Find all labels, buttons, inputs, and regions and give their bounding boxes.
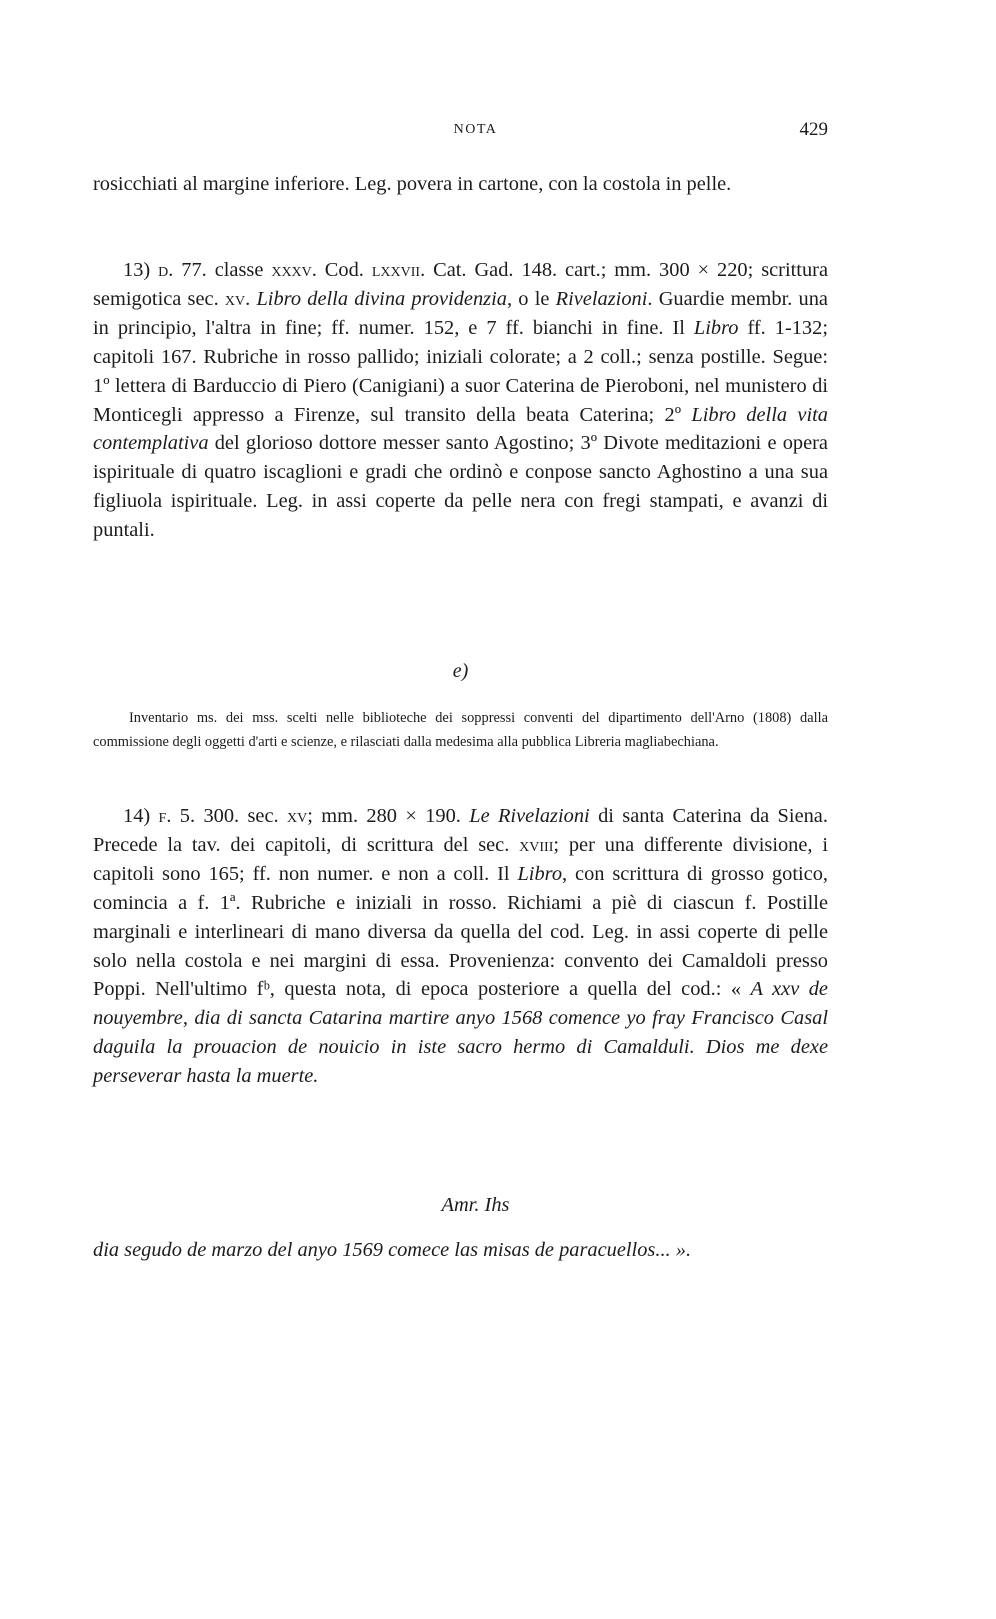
- section-heading: e): [452, 660, 469, 682]
- shelfmark: f.: [158, 805, 172, 827]
- entry-text: ; per una differente divisione, i capitoli sono 165; ff. non numer. e non a coll. Il: [93, 833, 828, 885]
- century-numeral: xv: [224, 287, 246, 310]
- century-numeral: xv: [286, 805, 308, 827]
- entry-number: 13): [123, 259, 151, 281]
- paragraph-1-text: rosicchiati al margine inferiore. Leg. povera in cartone, con la costola in pelle.: [93, 173, 732, 195]
- work-title: Libro della divina providenzia: [256, 287, 507, 310]
- entry-text: , con scrittura di grosso gotico, comincia a f. 1ª. Rubriche e iniziali in rosso. Richiami a piè di ciascun f. Postille marginali e interlineari di mano diversa da quella del cod. Leg. in assi coperte di pelle solo nella costola e nei margini di essa. Provenienza: convento dei Camaldoli presso Poppi. Nell'ultimo fᵇ, questa nota, di epoca posteriore a quella del cod.: «: [93, 862, 828, 1001]
- quoted-note: A xxv de nouyembre, dia di sancta Catarina martire anyo 1568 comence yo fray Francisco Casal daguila la prouacion de nouicio in iste sacro hermo di Camalduli. Dios me dexe perseverar hasta la muerte.: [93, 978, 828, 1088]
- closing-quote: [93, 1236, 828, 1265]
- centered-inscription: Amr. Ihs: [441, 1194, 510, 1216]
- entry-text: ff. 1-132; capitoli 167. Rubriche in rosso pallido; iniziali colorate; a 2 coll.; senza postille. Segue: 1º lettera di Barduccio di Piero (Canigiani) a suor Caterina de Pieroboni, nel munistero di Monticegli appresso a Firenze, sul transito della beata Caterina; 2º: [93, 316, 828, 426]
- classe-numeral: xxxv: [271, 259, 312, 281]
- page-number: 429: [799, 119, 828, 140]
- entry-text: . Guardie membr. una in principio, l'altra in fine; ff. numer. 152, e 7 ff. bianchi in fine. Il: [93, 287, 828, 339]
- entry-text: .: [245, 287, 257, 310]
- entry-text: . Cat. Gad. 148. cart.; mm. 300 × 220; scrittura semigotica sec.: [93, 259, 828, 310]
- running-head: NOTA: [453, 122, 498, 137]
- closing-quote-text: dia segudo de marzo del anyo 1569 comece las misas de paracuellos... ».: [93, 1239, 692, 1261]
- work-title: Libro della vita contemplativa: [93, 403, 828, 455]
- work-title: Libro: [693, 316, 739, 339]
- entry-text: , o le: [506, 287, 556, 310]
- inventory-note: [93, 706, 828, 754]
- entry-14: [93, 802, 828, 1091]
- shelfmark: d.: [158, 259, 174, 281]
- inventory-note-text: Inventario ms. dei mss. scelti nelle biblioteche dei soppressi conventi del dipartimento dell'Arno (1808) dalla commissione degli oggetti d'arti e scienze, e rilasciati dalla medesima alla pubblica Libreria magliabechiana.: [93, 710, 828, 750]
- codex-numeral: lxxvii: [371, 259, 421, 281]
- page-header: [93, 119, 828, 146]
- entry-text: . Cod.: [311, 259, 372, 281]
- work-title: Le Rivelazioni: [469, 805, 590, 827]
- entry-text: del glorioso dottore messer santo Agostino; 3º Divote meditazioni e opera ispirituale di quatro iscaglioni e gradi che ordinò e conpose sancto Aghostino a una sua figliuola ispirituale. Leg. in assi coperte da pelle nera con fregi stampati, e avanzi di puntali.: [93, 432, 828, 542]
- entry-number: 14): [123, 805, 151, 827]
- entry-text: ; mm. 280 × 190.: [307, 805, 470, 827]
- document-page: [93, 0, 828, 1619]
- century-numeral: xviii: [519, 833, 554, 856]
- work-title: Rivelazioni: [555, 287, 648, 310]
- entry-text: 5. 300. sec.: [171, 805, 287, 827]
- entry-text: di santa Caterina da Siena. Precede la tav. dei capitoli, di scrittura del sec.: [93, 805, 828, 856]
- entry-text: 77. classe: [173, 259, 272, 281]
- work-title: Libro: [517, 862, 563, 885]
- entry-13: [93, 256, 828, 545]
- paragraph-continuation: [93, 170, 828, 199]
